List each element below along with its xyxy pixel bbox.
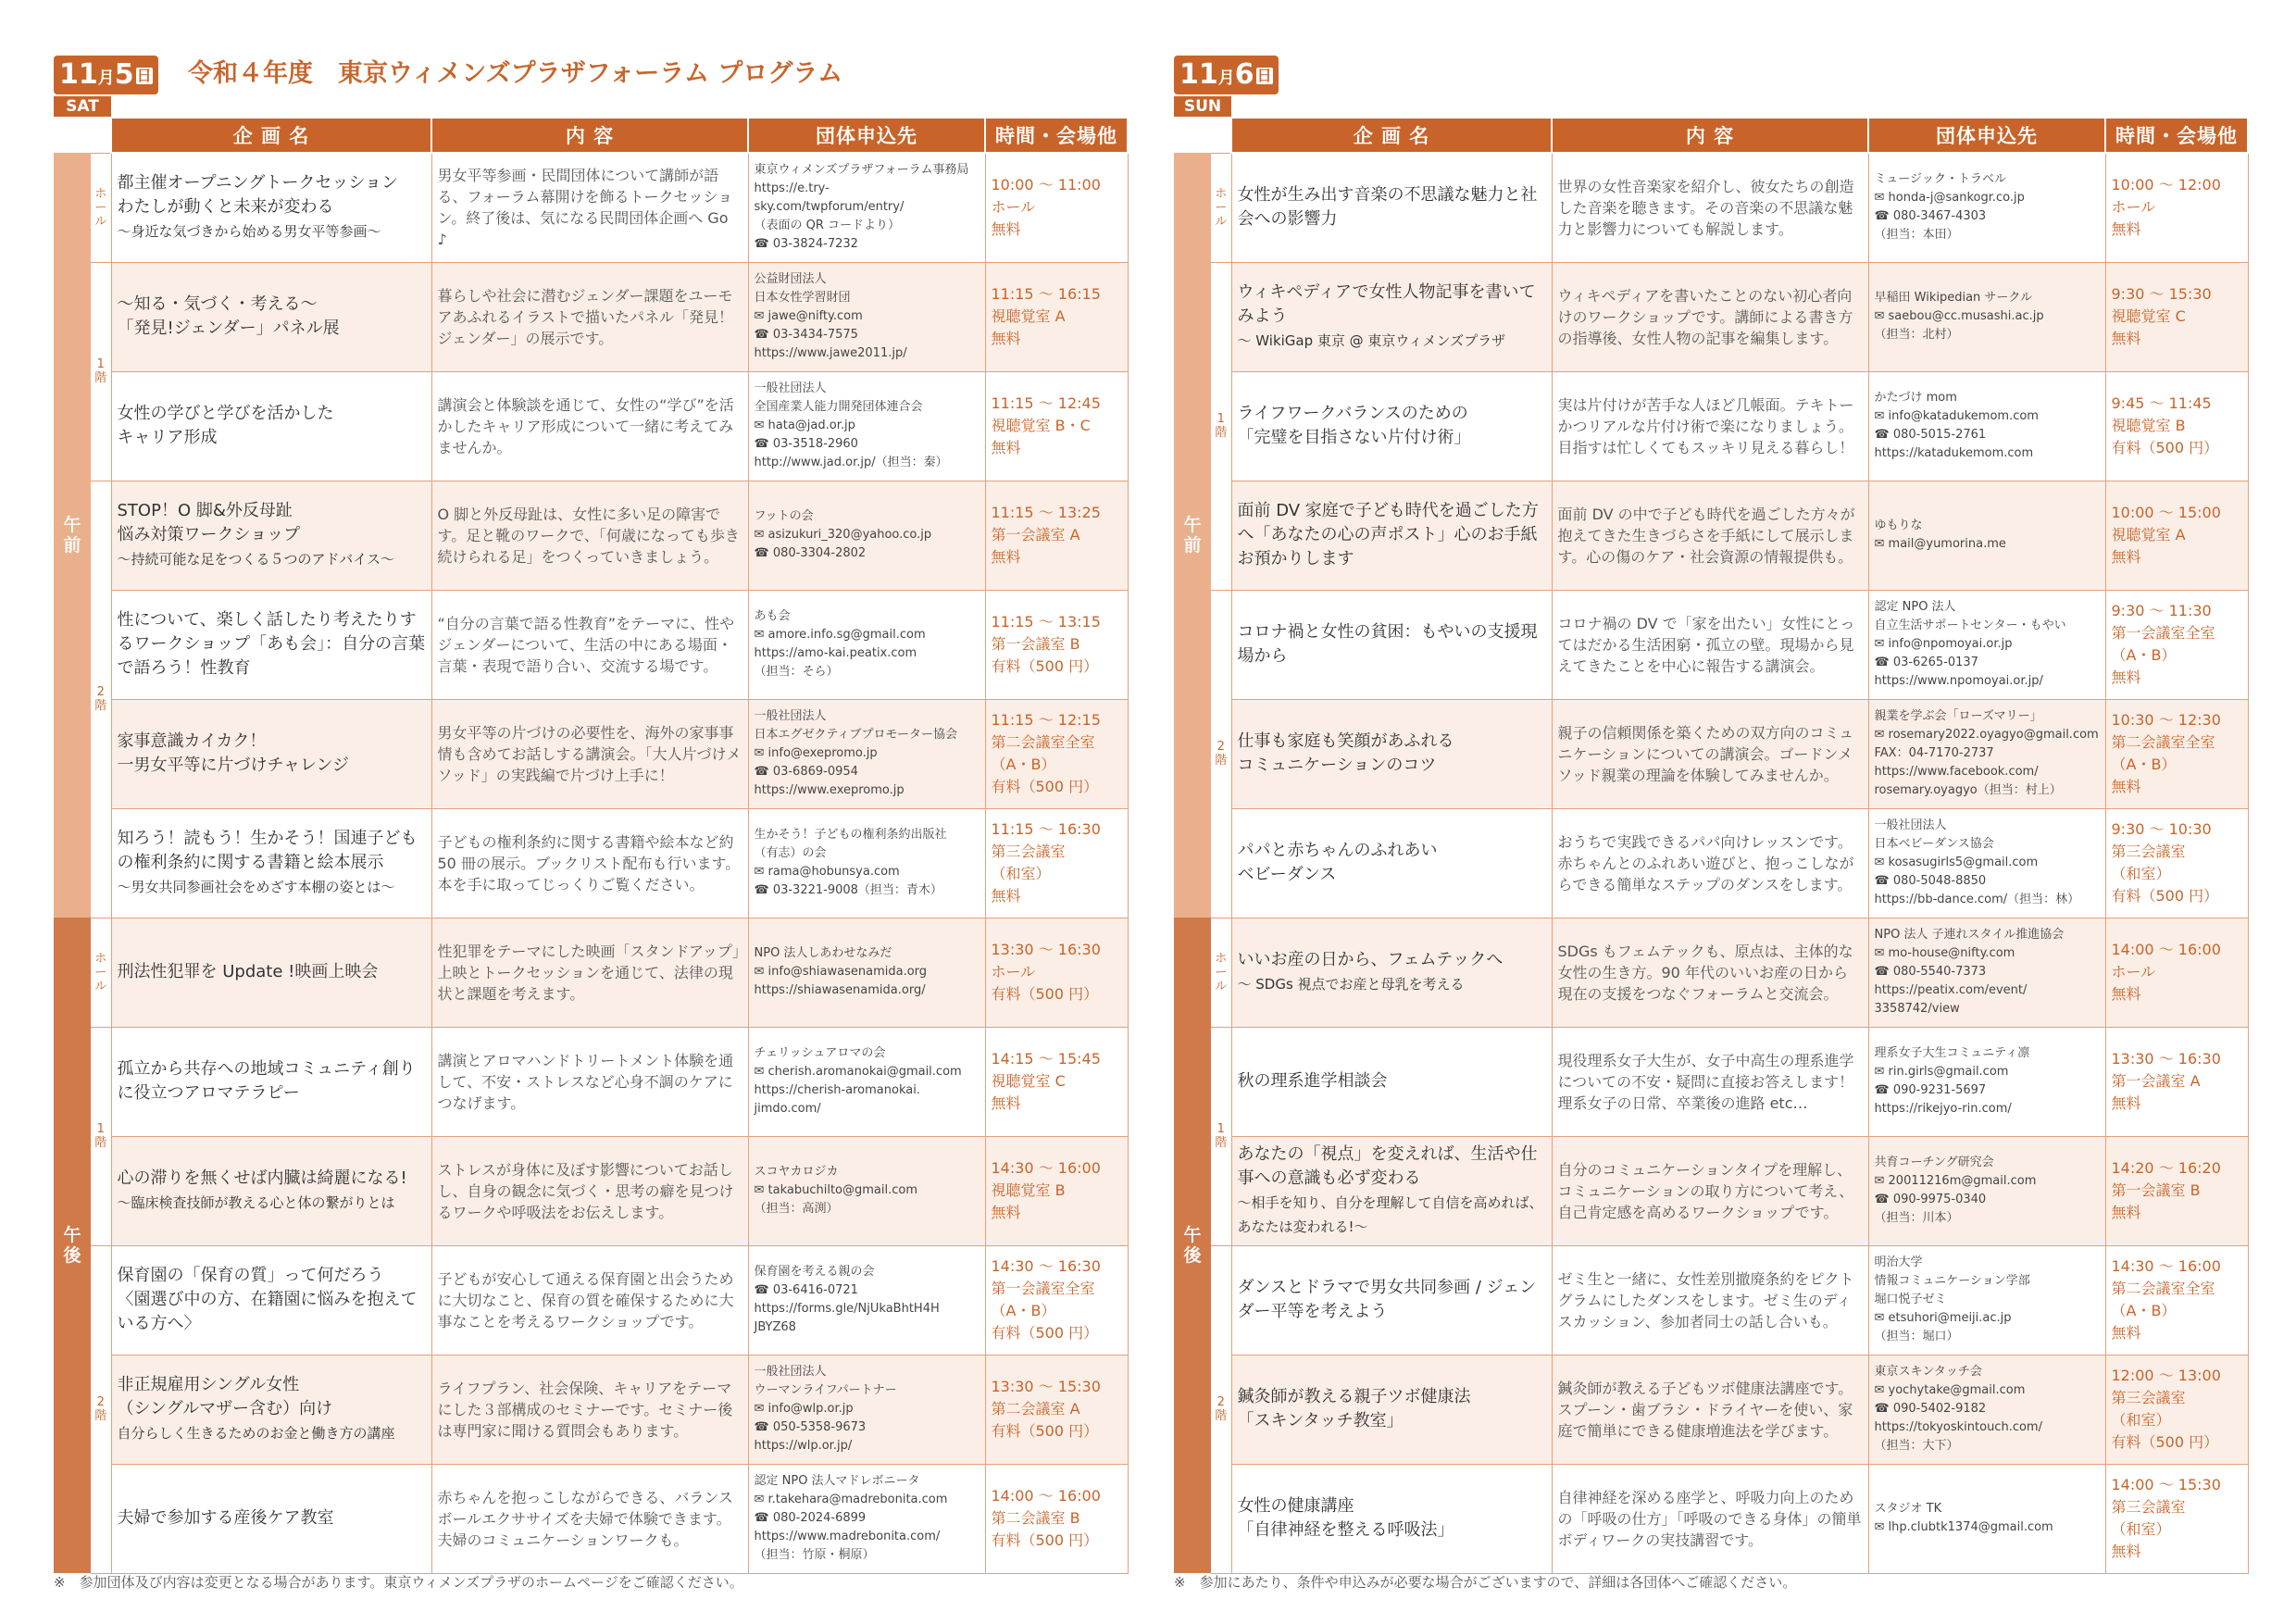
program-contact: 東京ウィメンズプラザフォーラム事務局 https://e.try-sky.com/twpforum/entry/ （表面の QR コードより） ☎ 03-3824-7232 [748, 153, 985, 262]
program-subtitle: 〜相手を知り、自分を理解して自信を高めれば、あなたは変われる!〜 [1237, 1194, 1543, 1235]
period-label: 午 後 [1174, 918, 1211, 1573]
program-content: 講演会と体験談を通じて、女性の“学び”を活かしたキャリア形成について一緒に考えてみませんか。 [431, 371, 748, 481]
page-nov5 [54, 54, 1128, 1574]
page-header [54, 54, 1128, 116]
period-label: 午 前 [1174, 153, 1211, 918]
floor-label: 1 階 [91, 262, 111, 481]
period-label: 午 後 [54, 918, 91, 1573]
program-contact: 明治大学 情報コミュニケーション学部 堀口悦子ゼミ ✉ etsuhori@meiji.ac.jp （担当：堀口） [1868, 1245, 2105, 1355]
program-contact: 東京スキンタッチ会 ✉ yochytake@gmail.com ☎ 090-5402-9182 https://tokyoskintouch.com/ （担当：大下） [1868, 1355, 2105, 1464]
program-content: “自分の言葉で語る性教育”をテーマに、性やジェンダーについて、生活の中にある場面・言葉・表現で語り合い、交流する場です。 [431, 590, 748, 699]
program-row [1174, 1136, 2248, 1245]
program-content: 実は片付けが苦手な人ほど几帳面。テキトーかつリアルな片付け術で楽になりましょう。目指すは忙しくてもスッキリ見える暮らし！ [1552, 371, 1868, 481]
col-header-content: 内 容 [431, 118, 748, 153]
program-name: 秋の理系進学相談会 [1231, 1027, 1552, 1136]
program-row [1174, 1355, 2248, 1464]
floor-label: 1 階 [1211, 262, 1231, 590]
program-name: STOP！O 脚&外反母趾 悩み対策ワークショップ 〜持続可能な足をつくる５つのアドバイス〜 [111, 481, 431, 590]
program-name: 性について、楽しく話したり考えたりするワークショップ「あも会」：自分の言葉で語ろう！性教育 [111, 590, 431, 699]
program-time-venue: 9:30 〜 10:30 第三会議室 （和室） 有料（500 円） [2105, 808, 2248, 918]
program-content: O 脚と外反母趾は、女性に多い足の障害です。足と靴のワークで、「何歳になっても歩き続けられる足」をつくっていきましょう。 [431, 481, 748, 590]
program-content: ゼミ生と一緒に、女性差別撤廃条約をピクトグラムにしたダンスをします。ゼミ生のディスカッション、参加者同士の話し合いも。 [1552, 1245, 1868, 1355]
program-contact: あも会 ✉ amore.info.sg@gmail.com https://amo-kai.peatix.com （担当：そら） [748, 590, 985, 699]
program-contact: かたづけ mom ✉ info@katadukemom.com ☎ 080-5015-2761 https://katadukemom.com [1868, 371, 2105, 481]
date-badge: 11月5 日 [54, 56, 158, 94]
program-row [54, 371, 1128, 481]
program-content: 性犯罪をテーマにした映画「スタンドアップ」上映とトークセッションを通じて、法律の現状と課題を考えます。 [431, 918, 748, 1027]
program-time-venue: 13:30 〜 16:30 第一会議室 A 無料 [2105, 1027, 2248, 1136]
program-content: ストレスが身体に及ぼす影響についてお話しし、自身の観念に気づく・思考の癖を見つけるワークや呼吸法をお伝えします。 [431, 1136, 748, 1245]
program-content: 現役理系女子大生が、女子中高生の理系進学についての不安・疑問に直接お答えします！理系女子の日常、卒業後の進路 etc… [1552, 1027, 1868, 1136]
program-row [54, 1464, 1128, 1573]
floor-label: 2 階 [1211, 1245, 1231, 1573]
program-row [1174, 1245, 2248, 1355]
program-contact: NPO 法人 子連れスタイル推進協会 ✉ mo-house@nifty.com ☎ 080-5540-7373 https://peatix.com/event/ 3358742/view [1868, 918, 2105, 1027]
floor-label: ホ ー ル [1211, 918, 1231, 1027]
program-content: おうちで実践できるパパ向けレッスンです。赤ちゃんとのふれあい遊びと、抱っこしながらできる簡単なステップのダンスをします。 [1552, 808, 1868, 918]
floor-label: 2 階 [91, 481, 111, 918]
program-time-venue: 14:15 〜 15:45 視聴覚室 C 無料 [985, 1027, 1128, 1136]
program-row [54, 1027, 1128, 1136]
program-contact: スタジオ TK ✉ lhp.clubtk1374@gmail.com [1868, 1464, 2105, 1573]
program-row [54, 808, 1128, 918]
program-row [1174, 918, 2248, 1027]
program-content: 世界の女性音楽家を紹介し、彼女たちの創造した音楽を聴きます。その音楽の不思議な魅力と影響力についても解説します。 [1552, 153, 1868, 262]
date-month: 11 [59, 58, 98, 91]
program-time-venue: 11:15 〜 12:45 視聴覚室 B・C 無料 [985, 371, 1128, 481]
program-subtitle: 〜身近な気づきから始める男女平等参画〜 [117, 223, 381, 241]
program-time-venue: 13:30 〜 15:30 第二会議室 A 有料（500 円） [985, 1355, 1128, 1464]
program-row [54, 918, 1128, 1027]
program-row [1174, 371, 2248, 481]
floor-label: ホ ー ル [91, 153, 111, 262]
program-time-venue: 9:30 〜 11:30 第一会議室全室 （A・B） 無料 [2105, 590, 2248, 699]
program-content: 暮らしや社会に潜むジェンダー課題をユーモアあふれるイラストで描いたパネル「発見！ジェンダー」の展示です。 [431, 262, 748, 371]
program-name: ダンスとドラマで男女共同参画 / ジェンダー平等を考えよう [1231, 1245, 1552, 1355]
program-name: 孤立から共存への地域コミュニティ創りに役立つアロマテラピー [111, 1027, 431, 1136]
program-content: 講演とアロマハンドトリートメント体験を通して、不安・ストレスなど心身不調のケアにつなげます。 [431, 1027, 748, 1136]
program-row [1174, 481, 2248, 590]
footnote-right: ※ 参加にあたり、条件や申込みが必要な場合がございますので、詳細は各団体へご確認ください。 [1174, 1574, 1797, 1591]
program-contact: フットの会 ✉ asizukuri_320@yahoo.co.jp ☎ 080-3304-2802 [748, 481, 985, 590]
program-table [54, 117, 1129, 1574]
program-contact: 一般社団法人 ウーマンライフパートナー ✉ info@wlp.or.jp ☎ 050-5358-9673 https://wlp.or.jp/ [748, 1355, 985, 1464]
floor-label: 1 階 [1211, 1027, 1231, 1245]
program-row [1174, 808, 2248, 918]
program-content: ライフプラン、社会保険、キャリアをテーマにした３部構成のセミナーです。セミナー後は専門家に聞ける質問会もあります。 [431, 1355, 748, 1464]
program-time-venue: 14:30 〜 16:30 第一会議室全室 （A・B） 有料（500 円） [985, 1245, 1128, 1355]
program-time-venue: 10:00 〜 11:00 ホール 無料 [985, 153, 1128, 262]
program-contact: 早稲田 Wikipedian サークル ✉ saebou@cc.musashi.ac.jp （担当：北村） [1868, 262, 2105, 371]
program-name: 仕事も家庭も笑顔があふれる コミュニケーションのコツ [1231, 699, 1552, 808]
program-name: 女性が生み出す音楽の不思議な魅力と社会への影響力 [1231, 153, 1552, 262]
program-name: 刑法性犯罪を Update !映画上映会 [111, 918, 431, 1027]
program-subtitle: 〜男女共同参画社会をめざす本棚の姿とは〜 [117, 879, 395, 895]
program-name: 女性の健康講座 「自律神経を整える呼吸法」 [1231, 1464, 1552, 1573]
program-time-venue: 10:00 〜 12:00 ホール 無料 [2105, 153, 2248, 262]
program-name: 女性の学びと学びを活かした キャリア形成 [111, 371, 431, 481]
floor-label: 1 階 [91, 1027, 111, 1245]
program-contact: 理系女子大生コミュニティ凛 ✉ rin.girls@gmail.com ☎ 090-9231-5697 https://rikejyo-rin.com/ [1868, 1027, 2105, 1136]
program-contact: スコヤカロジカ ✉ takabuchilto@gmail.com （担当：高渕） [748, 1136, 985, 1245]
program-time-venue: 11:15 〜 16:15 視聴覚室 A 無料 [985, 262, 1128, 371]
program-content: 男女平等の片づけの必要性を、海外の家事事情も含めてお話しする講演会。「大人片づけメソッド」の実践編で片づけ上手に！ [431, 699, 748, 808]
program-time-venue: 11:15 〜 13:25 第一会議室 A 無料 [985, 481, 1128, 590]
floor-label: ホ ー ル [1211, 153, 1231, 262]
program-name: ライフワークバランスのための 「完璧を目指さない片付け術」 [1231, 371, 1552, 481]
program-name: 都主催オープニングトークセッション わたしが動くと未来が変わる 〜身近な気づきから始める男女平等参画〜 [111, 153, 431, 262]
program-name: パパと赤ちゃんのふれあい ベビーダンス [1231, 808, 1552, 918]
program-subtitle: 〜臨床検査技師が教える心と体の繋がりとは [117, 1194, 395, 1211]
floor-label: 2 階 [91, 1245, 111, 1573]
program-contact: 一般社団法人 日本エグゼクティブプロモーター協会 ✉ info@exepromo.jp ☎ 03-6869-0954 https://www.exepromo.jp [748, 699, 985, 808]
program-time-venue: 11:15 〜 16:30 第三会議室 （和室） 無料 [985, 808, 1128, 918]
program-name: いいお産の日から、フェムテックへ 〜 SDGs 視点でお産と母乳を考える [1231, 918, 1552, 1027]
program-contact: 認定 NPO 法人 自立生活サポートセンター・もやい ✉ info@npomoyai.or.jp ☎ 03-6265-0137 https://www.npomoyai.or.jp/ [1868, 590, 2105, 699]
date-day: 6 [1234, 58, 1254, 91]
program-content: 自律神経を深める座学と、呼吸力向上のための「呼吸の仕方」「呼吸のできる身体」の簡単ボディワークの実技講習です。 [1552, 1464, 1868, 1573]
program-row [54, 1355, 1128, 1464]
program-time-venue: 10:30 〜 12:30 第二会議室全室 （A・B） 無料 [2105, 699, 2248, 808]
program-content: 面前 DV の中で子ども時代を過ごした方々が抱えてきた生きづらさを手紙にして展示します。心の傷のケア・社会資源の情報提供も。 [1552, 481, 1868, 590]
date-day: 5 [114, 58, 134, 91]
col-header-content: 内 容 [1552, 118, 1868, 153]
program-contact: 共育コーチング研究会 ✉ 20011216m@gmail.com ☎ 090-9975-0340 （担当：川本） [1868, 1136, 2105, 1245]
floor-label: ホ ー ル [91, 918, 111, 1027]
program-name: あなたの「視点」を変えれば、生活や仕事への意識も必ず変わる 〜相手を知り、自分を理解して自信を高めれば、あなたは変われる!〜 [1231, 1136, 1552, 1245]
program-content: コロナ禍の DV で「家を出たい」女性にとってはだかる生活困窮・孤立の壁。現場から見えてきたことを中心に報告する講演会。 [1552, 590, 1868, 699]
program-row [1174, 590, 2248, 699]
program-row [1174, 262, 2248, 371]
col-header-contact: 団体申込先 [1868, 118, 2105, 153]
program-content: 親子の信頼関係を築くための双方向のコミュニケーションについての講演会。ゴードンメソッド親業の理論を体験してみませんか。 [1552, 699, 1868, 808]
program-content: SDGs もフェムテックも、原点は、主体的な女性の生き方。90 年代のいいお産の日から現在の支援をつなぐフォーラムと交流会。 [1552, 918, 1868, 1027]
program-name: 心の滞りを無くせば内臓は綺麗になる! 〜臨床検査技師が教える心と体の繋がりとは [111, 1136, 431, 1245]
table-header-row [54, 118, 1128, 153]
program-time-venue: 14:00 〜 16:00 第二会議室 B 有料（500 円） [985, 1464, 1128, 1573]
program-contact: 生かそう！子どもの権利条約出版社 （有志）の会 ✉ rama@hobunsya.com ☎ 03-3221-9008（担当：青木） [748, 808, 985, 918]
program-contact: 親業を学ぶ会「ローズマリー」 ✉ rosemary2022.oyagyo@gmail.com FAX：04-7170-2737 https://www.facebook.com/ rosemary.oyagyo（担当：村上） [1868, 699, 2105, 808]
footnote-left: ※ 参加団体及び内容は変更となる場合があります。東京ウィメンズプラザのホームページをご確認ください。 [54, 1574, 743, 1591]
program-name: 知ろう！読もう！生かそう！国連子どもの権利条約に関する書籍と絵本展示 〜男女共同参画社会をめざす本棚の姿とは〜 [111, 808, 431, 918]
program-contact: 公益財団法人 日本女性学習財団 ✉ jawe@nifty.com ☎ 03-3434-7575 https://www.jawe2011.jp/ [748, 262, 985, 371]
program-row [1174, 1027, 2248, 1136]
day-label: SAT [54, 96, 111, 117]
program-content: 子どもの権利条約に関する書籍や絵本など約 50 冊の展示。ブックリスト配布も行います。本を手に取ってじっくりご覧ください。 [431, 808, 748, 918]
program-row [1174, 153, 2248, 262]
page-header [1174, 54, 2248, 116]
page-title: 令和４年度 東京ウィメンズプラザフォーラム プログラム [188, 59, 843, 88]
page-nov6 [1174, 54, 2248, 1574]
program-time-venue: 14:30 〜 16:00 視聴覚室 B 無料 [985, 1136, 1128, 1245]
program-contact: チェリッシュアロマの会 ✉ cherish.aromanokai@gmail.com https://cherish-aromanokai. jimdo.com/ [748, 1027, 985, 1136]
program-name: 家事意識カイカク！ 一男女平等に片づけチャレンジ [111, 699, 431, 808]
program-name: ウィキペディアで女性人物記事を書いてみよう 〜 WikiGap 東京 @ 東京ウィメンズプラザ [1231, 262, 1552, 371]
program-subtitle: 〜持続可能な足をつくる５つのアドバイス〜 [117, 551, 395, 568]
program-name: コロナ禍と女性の貧困：もやいの支援現場から [1231, 590, 1552, 699]
program-content: 男女平等参画・民間団体について講師が語る、フォーラム幕開けを飾るトークセッション。終了後は、気になる民間団体企画へ Go ♪ [431, 153, 748, 262]
program-row [54, 262, 1128, 371]
program-row [54, 153, 1128, 262]
date-badge: 11月6 日 [1174, 56, 1279, 94]
program-contact: 保育園を考える親の会 ☎ 03-6416-0721 https://forms.gle/NjUkaBhtH4H JBYZ68 [748, 1245, 985, 1355]
program-contact: 一般社団法人 日本ベビーダンス協会 ✉ kosasugirls5@gmail.com ☎ 080-5048-8850 https://bb-dance.com/（担当：林） [1868, 808, 2105, 918]
program-contact: 認定 NPO 法人マドレボニータ ✉ r.takehara@madrebonita.com ☎ 080-2024-6899 https://www.madrebonita.com/ （担当：竹原・桐原） [748, 1464, 985, 1573]
program-time-venue: 11:15 〜 13:15 第一会議室 B 有料（500 円） [985, 590, 1128, 699]
program-content: 子どもが安心して通える保育園と出会うために大切なこと、保育の質を確保するために大事なことを考えるワークショップです。 [431, 1245, 748, 1355]
program-contact: ゆもりな ✉ mail@yumorina.me [1868, 481, 2105, 590]
program-row [1174, 1464, 2248, 1573]
program-time-venue: 9:30 〜 15:30 視聴覚室 C 無料 [2105, 262, 2248, 371]
col-header-time: 時間・会場他 [2105, 118, 2248, 153]
floor-label: 2 階 [1211, 590, 1231, 918]
program-subtitle: 〜 WikiGap 東京 @ 東京ウィメンズプラザ [1237, 332, 1506, 349]
program-contact: ミュージック・トラベル ✉ honda-j@sankogr.co.jp ☎ 080-3467-4303 （担当：本田） [1868, 153, 2105, 262]
program-name: 鍼灸師が教える親子ツボ健康法 「スキンタッチ教室」 [1231, 1355, 1552, 1464]
day-label: SUN [1174, 96, 1231, 117]
col-header-time: 時間・会場他 [985, 118, 1128, 153]
program-time-venue: 12:00 〜 13:00 第三会議室 （和室） 有料（500 円） [2105, 1355, 2248, 1464]
program-time-venue: 13:30 〜 16:30 ホール 有料（500 円） [985, 918, 1128, 1027]
program-content: 自分のコミュニケーションタイプを理解し、コミュニケーションの取り方について考え、自己肯定感を高めるワークショップです。 [1552, 1136, 1868, 1245]
table-header-row [1174, 118, 2248, 153]
program-row [54, 1245, 1128, 1355]
program-name: 非正規雇用シングル女性 （シングルマザー含む）向け 自分らしく生きるためのお金と働き方の講座 [111, 1355, 431, 1464]
program-time-venue: 14:00 〜 16:00 ホール 無料 [2105, 918, 2248, 1027]
program-contact: NPO 法人しあわせなみだ ✉ info@shiawasenamida.org https://shiawasenamida.org/ [748, 918, 985, 1027]
program-row [54, 1136, 1128, 1245]
program-contact: 一般社団法人 全国産業人能力開発団体連合会 ✉ hata@jad.or.jp ☎ 03-3518-2960 http://www.jad.or.jp/（担当：秦） [748, 371, 985, 481]
period-label: 午 前 [54, 153, 91, 918]
program-row [1174, 699, 2248, 808]
col-header-name: 企 画 名 [111, 118, 431, 153]
col-header-name: 企 画 名 [1231, 118, 1552, 153]
program-name: 面前 DV 家庭で子ども時代を過ごした方へ「あなたの心の声ポスト」心のお手紙お預かりします [1231, 481, 1552, 590]
program-time-venue: 9:45 〜 11:45 視聴覚室 B 有料（500 円） [2105, 371, 2248, 481]
program-row [54, 699, 1128, 808]
program-name: 〜知る・気づく・考える〜 「発見!ジェンダー」パネル展 [111, 262, 431, 371]
program-subtitle: 〜 SDGs 視点でお産と母乳を考える [1237, 976, 1465, 993]
program-content: ウィキペディアを書いたことのない初心者向けのワークショップです。講師による書き方の指導後、女性人物の記事を編集します。 [1552, 262, 1868, 371]
program-time-venue: 14:20 〜 16:20 第一会議室 B 無料 [2105, 1136, 2248, 1245]
program-time-venue: 14:00 〜 15:30 第三会議室 （和室） 無料 [2105, 1464, 2248, 1573]
program-table [1174, 117, 2249, 1574]
program-subtitle: 自分らしく生きるためのお金と働き方の講座 [117, 1425, 395, 1442]
program-content: 鍼灸師が教える子どもツボ健康法講座です。スプーン・歯ブラシ・ドライヤーを使い、家庭で簡単にできる健康増進法を学びます。 [1552, 1355, 1868, 1464]
program-row [54, 481, 1128, 590]
program-name: 夫婦で参加する産後ケア教室 [111, 1464, 431, 1573]
program-time-venue: 10:00 〜 15:00 視聴覚室 A 無料 [2105, 481, 2248, 590]
col-header-contact: 団体申込先 [748, 118, 985, 153]
date-month: 11 [1179, 58, 1218, 91]
program-name: 保育園の「保育の質」って何だろう 〈園選び中の方、在籍園に悩みを抱えている方へ〉 [111, 1245, 431, 1355]
program-row [54, 590, 1128, 699]
program-time-venue: 14:30 〜 16:00 第二会議室全室 （A・B） 無料 [2105, 1245, 2248, 1355]
program-content: 赤ちゃんを抱っこしながらできる、バランスボールエクササイズを夫婦で体験できます。夫婦のコミュニケーションワークも。 [431, 1464, 748, 1573]
program-time-venue: 11:15 〜 12:15 第二会議室全室 （A・B） 有料（500 円） [985, 699, 1128, 808]
